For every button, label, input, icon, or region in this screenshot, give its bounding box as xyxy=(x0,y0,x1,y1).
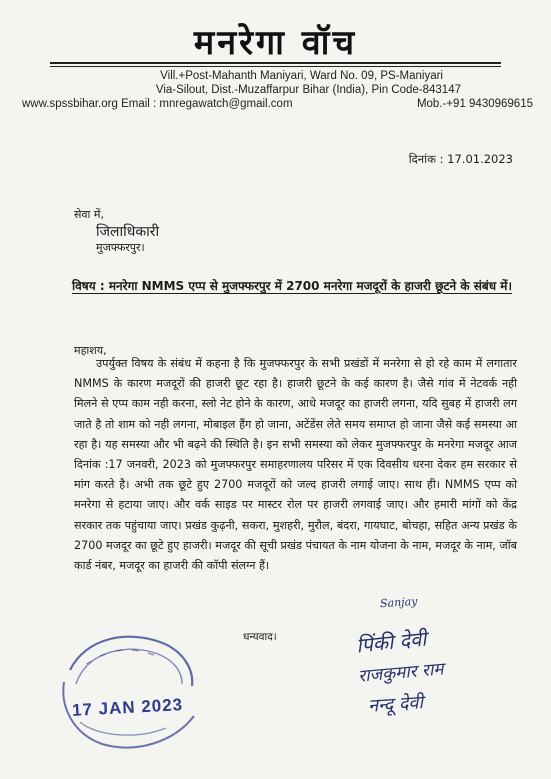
salutation: महाशय, xyxy=(74,344,107,357)
website-email: www.spssbihar.org Email : mnregawatch@gmail.com xyxy=(22,98,293,110)
recipient-title: जिलाधिकारी xyxy=(96,224,160,240)
letter-subject: विषय : मनरेगा NMMS एप्प से मुजफ्फरपुर में 2700 मनरेगा मजदूरों के हाजरी छूटने के संबंध में। xyxy=(72,279,513,293)
signature-4: नन्दू देवी xyxy=(367,692,424,717)
letterhead-rule-thin xyxy=(50,66,501,67)
contact-line xyxy=(22,98,533,110)
letterhead-rule xyxy=(50,62,501,64)
mobile-number: Mob.-+91 9430969615 xyxy=(416,98,533,110)
signature-2: पिंकी देवी xyxy=(354,626,428,658)
address-line-1: Vill.+Post-Mahanth Maniyari, Ward No. 09, PS-Maniyari xyxy=(160,70,443,82)
address-line-2: Via-Silout, Dist.-Muzaffarpur Bihar (India), Pin Code-843147 xyxy=(155,84,461,96)
recipient-place: मुजफ्फरपुर। xyxy=(96,241,145,254)
letter-body: उपर्युक्त विषय के संबंध में कहना है कि मुजफ्फरपुर के सभी प्रखंडों में मनरेगा से हो रहे काम में लगातार NMMS के कारण मजदूरों की हाजरी छूट रहा है। हाजरी छूटने के कई कारण है। जैसे गांव में नेटवर्क नही मिलने से एप्प काम नही करना, स्लो नेट होने के कारण, आधे मजदूर का हाजरी लगना, यदि सुबह में हाजरी लग जाते है तो शाम को नही लगना, मोबाइल हैंग हो जाना, अटेंडेंस लेते समय समाप्त हो जाना जैसे कई समस्या आ रहा है। यह समस्या और भी बढ़ने की स्थिति है। इन सभी समस्या को लेकर मुजफ्फरपुर के मनरेगा मजदूर आज दिनांक :17 जनवरी, 2023 को मुजफ्फरपुर समाहरणालय परिसर में एक दिवसीय धरना देकर हम सरकार से मांग करते है। अभी तक छूटे हुए 2700 मजदूरों को जल्द हाजरी लगाई जाए। साथ ही। NMMS एप्प को मनरेगा से हटाया जाए। और वर्क साइड पर मास्टर रोल पर हाजरी लगवाई जाए। और हमारी मांगों को केंद्र सरकार तक पहुंचाया जाए। प्रखंड कुढ़नी, सकरा, मुशहरी, मुरौल, बंदरा, गायघाट, बोचहा, सहित अन्य प्रखंड के 2700 मजदूर का छूटे हुए हाजरी। मजदूर की सूची प्रखंड पंचायत के नाम योजना के नाम, मजदूर के नाम, जॉब कार्ड नंबर, मजदूर का हाजरी की कॉपी संलग्न हैं। xyxy=(74,357,517,573)
signature-1: Sanjay xyxy=(379,594,418,611)
letterhead-brand: मनरेगा वॉच xyxy=(193,23,358,63)
stamp-date: 17 JAN 2023 xyxy=(71,695,184,720)
recipient-line-1: सेवा में, xyxy=(74,208,104,221)
official-stamp-icon xyxy=(56,624,204,752)
letter-date: दिनांक : 17.01.2023 xyxy=(408,152,513,166)
closing-thanks: धन्यवाद। xyxy=(243,631,277,643)
signature-3: राजकुमार राम xyxy=(357,659,445,687)
